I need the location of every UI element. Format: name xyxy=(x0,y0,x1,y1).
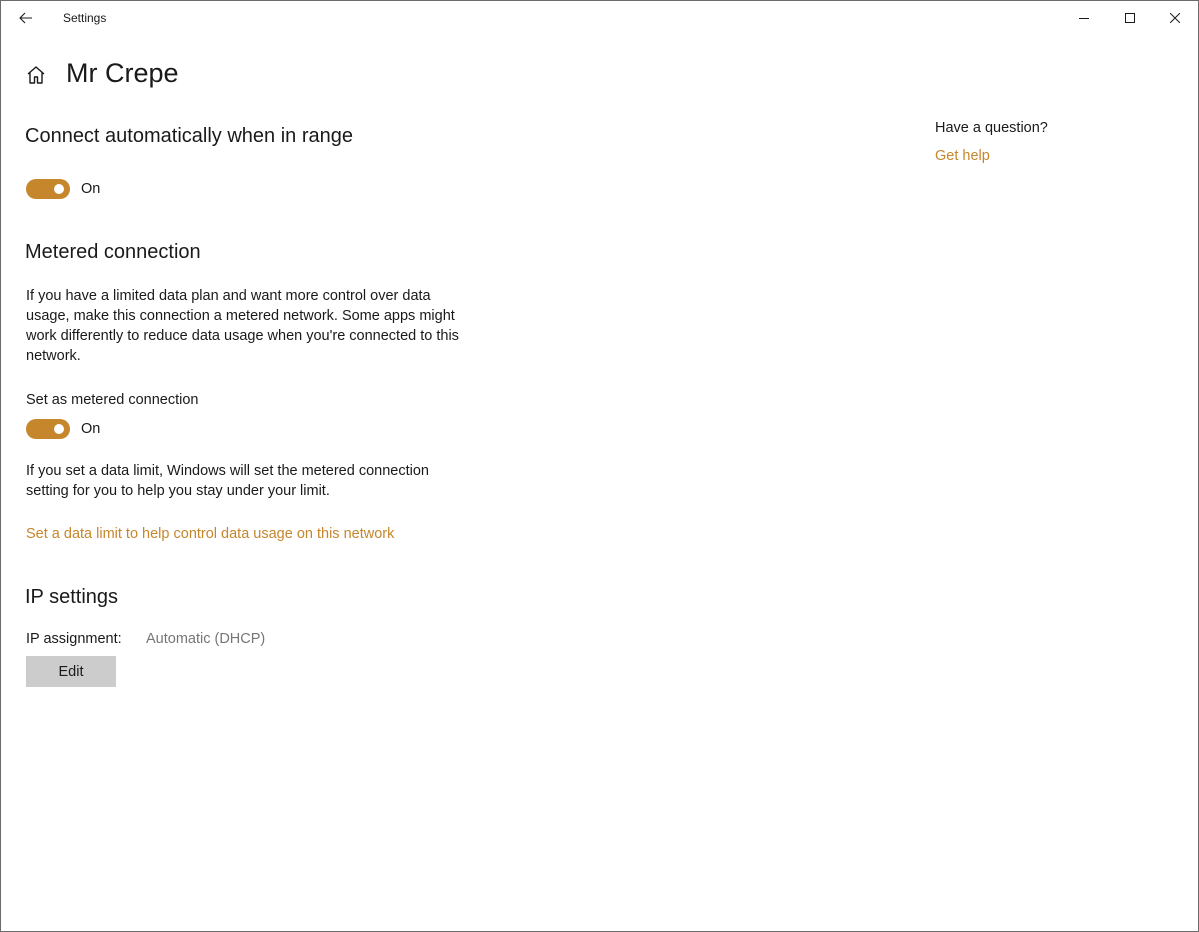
metered-toggle-label: Set as metered connection xyxy=(26,392,199,408)
title-bar xyxy=(1,1,1198,35)
ip-assignment-value: Automatic (DHCP) xyxy=(146,631,266,647)
maximize-button[interactable] xyxy=(1107,1,1153,35)
close-icon xyxy=(1170,13,1180,23)
home-icon xyxy=(25,64,47,86)
minimize-icon xyxy=(1079,13,1089,23)
home-button[interactable] xyxy=(25,64,47,86)
page-title: Mr Crepe xyxy=(66,58,179,88)
have-a-question-label: Have a question? xyxy=(935,120,1048,136)
ip-assignment-label: IP assignment: xyxy=(26,631,122,647)
maximize-icon xyxy=(1125,13,1135,23)
connect-auto-toggle-state: On xyxy=(81,181,101,197)
metered-toggle-state: On xyxy=(81,421,101,437)
close-button[interactable] xyxy=(1152,1,1198,35)
toggle-knob xyxy=(54,424,64,434)
back-arrow-icon xyxy=(19,12,33,24)
get-help-link[interactable]: Get help xyxy=(935,148,990,164)
back-button[interactable] xyxy=(9,5,43,31)
set-data-limit-link[interactable]: Set a data limit to help control data usage on this network xyxy=(26,526,395,542)
app-title: Settings xyxy=(63,11,107,25)
toggle-knob xyxy=(54,184,64,194)
data-limit-note: If you set a data limit, Windows will set the metered connection setting for you to help you stay under your limit. xyxy=(26,463,429,499)
metered-heading: Metered connection xyxy=(25,241,201,263)
ip-settings-heading: IP settings xyxy=(25,586,119,608)
metered-description: If you have a limited data plan and want more control over data usage, make this connection a metered network. Some apps might work differently to reduce data usage when you're connected to this network. xyxy=(26,288,459,364)
metered-toggle[interactable] xyxy=(26,419,70,439)
minimize-button[interactable] xyxy=(1061,1,1107,35)
edit-button[interactable]: Edit xyxy=(26,656,116,687)
connect-auto-heading: Connect automatically when in range xyxy=(25,125,353,147)
connect-auto-toggle[interactable] xyxy=(26,179,70,199)
